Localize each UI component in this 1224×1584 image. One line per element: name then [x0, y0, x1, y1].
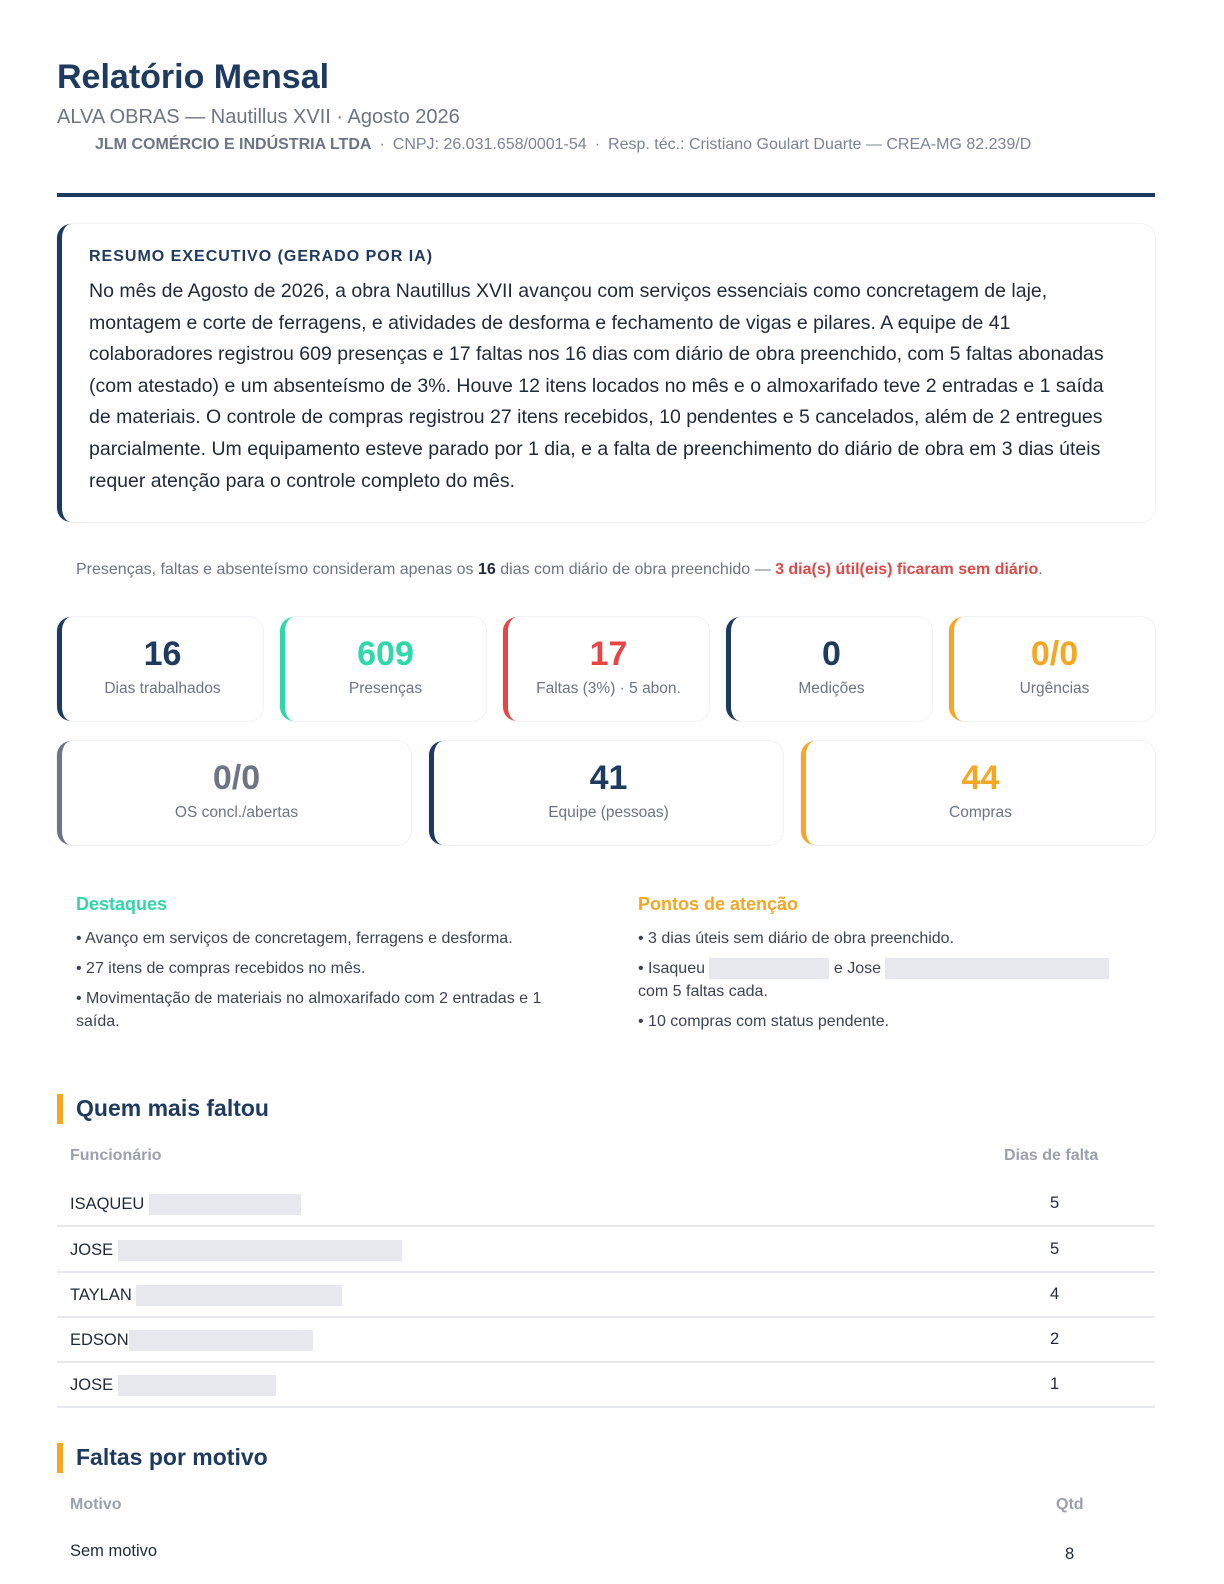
kpi-card-team: [429, 741, 783, 845]
summary-text: No mês de Agosto de 2026, a obra Nautillus XVII avançou com serviços essenciais como concretagem de laje, montagem e corte de ferragens, e atividades de desforma e fechamento de vigas e pilares. A equipe de 41 colaboradores registrou 609 presenças e 17 faltas nos 16 dias com diário de obra preenchido, com 5 faltas abonadas (com atestado) e um absenteísmo de 3%. Houve 12 itens locados no mês e o almoxarifado teve 2 entradas e 1 saída de materiais. O controle de compras registrou 27 itens recebidos, 10 pendentes e 5 cancelados, além de 2 entregues parcialmente. Um equipamento esteve parado por 1 dia, e a falta de preenchimento do diário de obra em 3 dias úteis requer atenção para o controle completo do mês.: [89, 280, 1104, 492]
kpi-card-days-worked: [57, 617, 263, 721]
notice-middle: dias com diário de obra preenchido —: [495, 561, 776, 578]
highlights-list: [76, 927, 586, 1040]
absences-section-title: Quem mais faltou: [57, 1095, 269, 1122]
separator: ·: [379, 136, 385, 153]
attention-text: com 5 faltas cada.: [638, 983, 768, 1000]
redacted-block: [136, 1285, 342, 1306]
list-item: • Movimentação de materiais no almoxarifado com 2 entradas e 1 saída.: [76, 990, 542, 1030]
absence-days: 5: [1050, 1240, 1060, 1258]
reason-name: Sem motivo: [70, 1542, 158, 1560]
kpi-value: 16: [143, 635, 182, 673]
redacted-block: [149, 1194, 301, 1215]
kpi-label: OS concl./abertas: [174, 804, 299, 821]
page-subtitle: ALVA OBRAS — Nautillus XVII · Agosto 2026: [57, 106, 460, 128]
attendance-notice: [76, 561, 1043, 579]
absence-days: 5: [1050, 1194, 1060, 1212]
kpi-value: 41: [589, 759, 628, 797]
reasons-section-title: Faltas por motivo: [57, 1444, 268, 1471]
kpi-card-purchases: [801, 741, 1155, 845]
summary-heading: RESUMO EXECUTIVO (GERADO POR IA): [89, 248, 434, 265]
list-item: • 10 compras com status pendente.: [638, 1013, 890, 1030]
kpi-value: 0: [822, 635, 841, 673]
list-item: • Avanço em serviços de concretagem, ferragens e desforma.: [76, 930, 513, 947]
kpi-value: 0/0: [1030, 635, 1079, 673]
technical-responsible: Resp. téc.: Cristiano Goulart Duarte — CREA-MG 82.239/D: [608, 136, 1032, 153]
kpi-card-service-orders: [57, 741, 411, 845]
kpi-value: 17: [589, 635, 628, 673]
notice-days: 16: [478, 561, 496, 578]
employee-name: EDSON: [70, 1330, 313, 1351]
list-item: [638, 957, 1138, 1003]
attention-text: • Isaqueu: [638, 960, 710, 977]
redacted-block: [118, 1375, 276, 1396]
column-header-absence-days: Dias de falta: [1004, 1147, 1099, 1164]
header-divider: [57, 193, 1155, 197]
notice-prefix: Presenças, faltas e absenteísmo consideram apenas os: [76, 561, 478, 578]
attention-text: e Jose: [829, 960, 886, 977]
table-row: [57, 1181, 1155, 1227]
kpi-card-measurements: [726, 617, 932, 721]
redacted-block: [129, 1330, 313, 1351]
redacted-block: [709, 958, 829, 979]
kpi-card-urgencies: [949, 617, 1155, 721]
column-header-qty: Qtd: [1056, 1496, 1084, 1513]
page-title: Relatório Mensal: [57, 58, 330, 96]
employee-name: JOSE: [70, 1375, 276, 1396]
highlights-title: Destaques: [76, 894, 168, 914]
kpi-label: Dias trabalhados: [104, 680, 221, 697]
kpi-value: 0/0: [212, 759, 261, 797]
kpi-label: Urgências: [1019, 680, 1090, 697]
executive-summary-card: [57, 224, 1155, 522]
kpi-label: Presenças: [348, 680, 423, 697]
absence-days: 4: [1050, 1285, 1060, 1303]
employee-name: ISAQUEU: [70, 1194, 301, 1215]
attention-list: [638, 927, 1138, 1040]
company-cnpj: CNPJ: 26.031.658/0001-54: [392, 136, 587, 153]
kpi-value: 44: [961, 759, 1000, 797]
column-header-employee: Funcionário: [70, 1147, 162, 1164]
list-item: • 27 itens de compras recebidos no mês.: [76, 960, 366, 977]
kpi-label: Medições: [798, 680, 865, 697]
reason-qty: 8: [1065, 1545, 1075, 1563]
separator: ·: [594, 136, 601, 153]
company-info: [95, 136, 1031, 154]
kpi-label: Equipe (pessoas): [548, 804, 669, 821]
notice-suffix: .: [1038, 561, 1043, 578]
notice-warning: 3 dia(s) útil(eis) ficaram sem diário: [775, 561, 1039, 578]
kpi-label: Faltas (3%) · 5 abon.: [536, 680, 681, 697]
kpi-label: Compras: [949, 804, 1012, 821]
absence-days: 2: [1050, 1330, 1060, 1348]
redacted-block: [118, 1240, 402, 1261]
kpi-card-absences: [503, 617, 709, 721]
attention-title: Pontos de atenção: [638, 894, 799, 914]
redacted-block: [885, 958, 1109, 979]
list-item: • 3 dias úteis sem diário de obra preenchido.: [638, 930, 955, 947]
employee-name: JOSE: [70, 1240, 402, 1261]
absence-days: 1: [1050, 1375, 1060, 1393]
table-row: [57, 1227, 1155, 1273]
table-row: [57, 1529, 1155, 1575]
table-row: [57, 1272, 1155, 1318]
kpi-value: 609: [357, 635, 414, 673]
table-row: [57, 1362, 1155, 1408]
employee-name: TAYLAN: [70, 1285, 342, 1306]
company-name: JLM COMÉRCIO E INDÚSTRIA LTDA: [95, 136, 372, 153]
table-row: [57, 1317, 1155, 1363]
column-header-reason: Motivo: [70, 1496, 122, 1513]
kpi-card-presences: [280, 617, 486, 721]
